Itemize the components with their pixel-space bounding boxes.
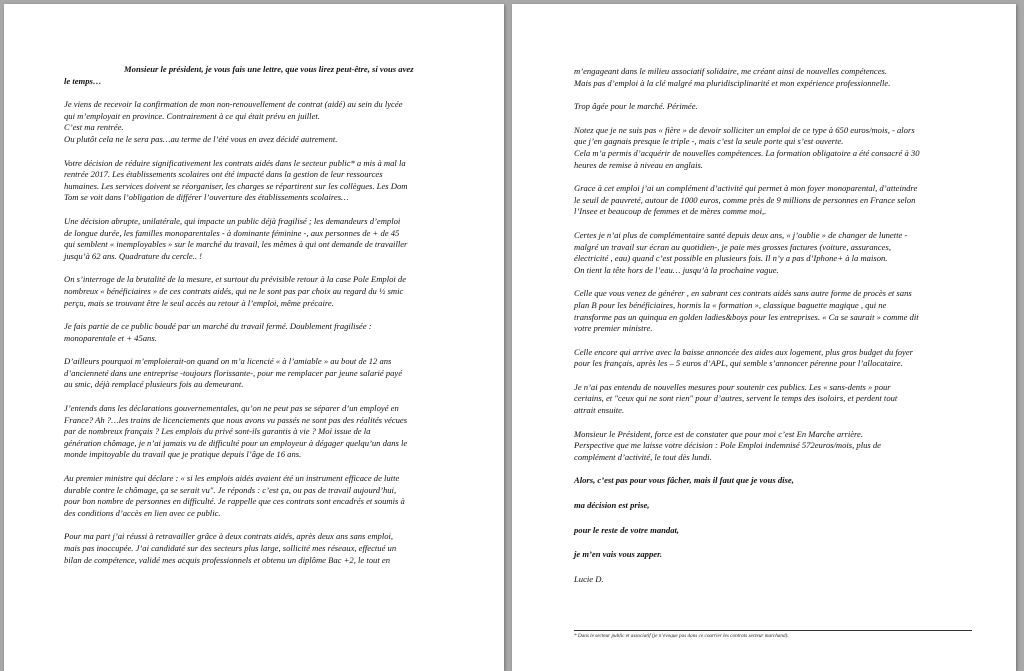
paragraph-line: Au premier ministre qui déclare : « si les emplois aidés avaient été un instrument efficace de lutte [64,473,400,484]
right-paragraphs [574,66,970,463]
closing-line: ma décision est prise, [574,500,650,511]
signature: Lucie D. [574,573,604,584]
paragraph-line: d’ancienneté dans une entreprise -toujours florissante-, pour me remplacer par jeune salarié payé [64,367,403,378]
paragraph-line: jusqu’à 62 ans. Quadrature du cercle.. ! [64,250,203,261]
paragraph-line: le seuil de pauvreté, autour de 1000 euros, comme près de 9 millions de personnes en France selon [574,194,916,205]
letter-title [64,64,448,87]
paragraph [64,99,448,145]
paragraph-line: Trop âgée pour le marché. Périmée. [574,101,698,112]
paragraph-line: On tient la tête hors de l’eau… jusqu’à la prochaine vague. [574,264,779,275]
paragraph-line: Je viens de recevoir la confirmation de mon non-renouvellement de contrat (aidé) au sein du lycée [64,99,403,110]
paragraph-line: Celle que vous venez de générer , en sabrant ces contrats aidés sans autre forme de procès et sans [574,288,912,299]
paragraph-line: rentrée 2017. Les établissements scolaires ont été impacté dans la gestion de leur ressources [64,169,383,180]
paragraph [64,216,448,262]
paragraph-line: des conditions d’accès en lien avec ce public. [64,507,221,518]
paragraph [574,429,970,464]
paragraph-line: génération chômage, je n’ai jamais vu de difficulté pour un employeur à dégager quelqu’un dans le [64,437,408,448]
title-line: le temps… [64,75,102,86]
paragraph-line: Notez que je ne suis pas « fière » de devoir solliciter un emploi de ce type à 650 euros/mois, - alors [574,124,915,135]
paragraph-line: monde impitoyable du travail que je pratique depuis l’âge de 16 ans. [64,449,302,460]
paragraph-line: certains, et "ceux qui ne sont rien" pour d’autres, servent le temps des isoloirs, et perdent tout [574,393,898,404]
paragraph-line: Certes je n’ai plus de complémentaire santé depuis deux ans, « j’oublie » de changer de lunette - [574,229,908,240]
paragraph-line: malgré un travail sur écran au quotidien-, je paie mes grosses factures (voiture, assurances, [574,241,891,252]
paragraph-line: bilan de compétence, validé mes acquis professionnels et obtenu un diplôme Bac +2, le tout en [64,554,390,565]
closing-lines [574,475,970,560]
paragraph-line: que j’en gagnais presque le triple -, mais c’est la seule porte qui s’est ouverte. [574,136,844,147]
paragraph-line: J’entends dans les déclarations gouvernementales, qu’on ne peut pas se séparer d’un employé en [64,403,399,414]
paragraph-line: Celle encore qui arrive avec la baisse annoncée des aides aux logement, plus gros budget du foyer [574,346,913,357]
paragraph-line: transforme pas un quinqua en golden ladies&boys pour les entreprises. « Ca se saurait » comme dit [574,311,919,322]
paragraph [64,356,448,391]
paragraph-line: C’est ma rentrée. [64,122,124,133]
right-page [512,4,1016,671]
paragraph-line: de longue durée, les familles monoparentales - à dominante féminine -, aux personnes de + de 45 [64,227,400,238]
closing-line: je m’en vais vous zapper. [574,549,663,560]
paragraph-line: Perspective que me laisse votre décision : Pole Emploi indemnisé 572euros/mois, plus de [574,440,881,451]
paragraph-line: m’engageant dans le milieu associatif solidaire, me créant ainsi de nouvelles compétences. [574,66,888,76]
paragraph [574,288,970,334]
closing-line: pour le reste de votre mandat, [574,524,680,535]
paragraph-line: On s’interroge de la brutalité de la mesure, et surtout du prévisible retour à la case Pole Emploi de [64,274,407,285]
paragraph-line: Cela m’a permis d’acquérir de nouvelles compétences. La formation obligatoire a été consacré à 30 [574,147,920,158]
paragraph [64,403,448,461]
paragraph-line: mais pas inoccupée. J’ai candidaté sur des secteurs plus large, sollicité mes réseaux, effectué un [64,543,397,553]
paragraph-line: pour les français, après les – 5 euros d’APL, qui semble s’annoncer pérenne pour l’allocataire. [574,358,903,369]
paragraph-line: Tom se voit dans l’obligation de différer l’ouverture des établissements scolaires… [64,192,349,203]
paragraph [64,158,448,204]
paragraph [574,230,970,276]
paragraph-line: plan B pour les bénéficiaires, hormis la « formation », classique baguette magique , qui ne [574,299,887,310]
paragraph-line: France? Ah ?…les trains de licenciements que nous avons vu passés ne sont pas des réalités vécues [64,414,408,425]
paragraph-line: humaines. Les services doivent se réorganiser, les charges se répartirent sur les collègues. Les Dom [64,180,408,191]
paragraph [574,183,970,218]
paragraph-line: pour bon nombre de personnes en difficulté. Je rappelle que ces contrats sont encadrés et soumis à [64,496,405,507]
paragraph-line: votre premier ministre. [574,323,653,334]
paragraph-line: complément d’activité, le tout dès lundi. [574,451,712,462]
paragraph-line: durable contre le chômage, ça se serait vu". Je réponds : c’est ça, ou pas de travail aujourd’hui, [64,484,397,495]
paragraph [64,274,448,309]
paragraph-line: heures de remise à niveau en anglais. [574,159,703,170]
paragraph [574,125,970,171]
paragraph [574,382,970,417]
paragraph-line: Mais pas d’emploi à la clé malgré ma pluridisciplinarité et mon expérience professionnelle. [574,77,891,88]
right-page-content [574,66,970,597]
paragraph-line: par de nombreux français ? Les emplois du privé sont-ils garantis à vie ? Moi issue de la [64,426,371,437]
paragraph-line: Monsieur le Président, force est de constater que pour moi c’est En Marche arrière. [574,428,864,439]
paragraph [64,321,448,344]
left-paragraphs [64,99,448,566]
paragraph-line: Je fais partie de ce public boudé par un marché du travail fermé. Doublement fragilisée : [64,321,372,332]
paragraph-line: nombreux « bénéficiaires » de ces contrats aidés, qui ne le sont pas par choix au regard du ½ smic [64,285,404,296]
paragraph [574,66,970,89]
footnote: * Dans le secteur public et associatif (je n’évoque pas dans ce courrier les contrats secteur marchand). [574,633,789,639]
paragraph-line: Ou plutôt cela ne le sera pas…au terme de l’été vous en avez décidé autrement. [64,133,338,144]
paragraph-line: Une décision abrupte, unilatérale, qui impacte un public déjà fragilisé ; les demandeurs d’emploi [64,215,401,226]
paragraph-line: l’Insee et beaucoup de femmes et de mères comme moi,. [574,206,767,217]
left-page [4,4,504,671]
title-line: Monsieur le président, je vous fais une lettre, que vous lirez peut-être, si vous avez [124,64,414,74]
paragraph-line: électricité , eau) quand c’est possible en plusieurs fois. Il n’y a pas d’Iphone+ à la maison. [574,253,888,264]
paragraph-line: qui m’employait en province. Contrairement à ce qui était prévu en juillet. [64,110,320,121]
paragraph [64,473,448,519]
paragraph-line: perçu, mais se trouvant être le seul accès au retour à l’emploi, même précaire. [64,297,334,308]
paragraph [574,101,970,113]
paragraph-line: au smic, déjà remplacé plusieurs fois au demeurant. [64,379,244,390]
left-page-content [64,64,448,578]
paragraph-line: monoparentale et + 45ans. [64,332,157,343]
closing-line: Alors, c’est pas pour vous fâcher, mais il faut que je vous dise, [574,475,794,486]
paragraph-line: Je n’ai pas entendu de nouvelles mesures pour soutenir ces publics. Les « sans-dents » pour [574,381,891,392]
paragraph [64,531,448,566]
paragraph-line: Grace à cet emploi j’ai un complément d’activité qui permet à mon foyer monoparental, d’atteindre [574,183,918,194]
paragraph-line: Votre décision de réduire significativement les contrats aidés dans le secteur public* a mis à mal la [64,157,406,168]
paragraph-line: D’ailleurs pourquoi m’emploierait-on quand on m’a licencié « à l’amiable » au bout de 12 ans [64,356,392,367]
paragraph-line: attrait ensuite. [574,405,625,416]
paragraph [574,347,970,370]
paragraph-line: qui semblent « inemployables » sur le marché du travail, les mêmes à qui ont demande de travailler [64,239,408,250]
footnote-divider [574,630,972,631]
paragraph-line: Pour ma part j’ai réussi à retravailler grâce à deux contrats aidés, après deux ans sans emploi, [64,531,394,542]
